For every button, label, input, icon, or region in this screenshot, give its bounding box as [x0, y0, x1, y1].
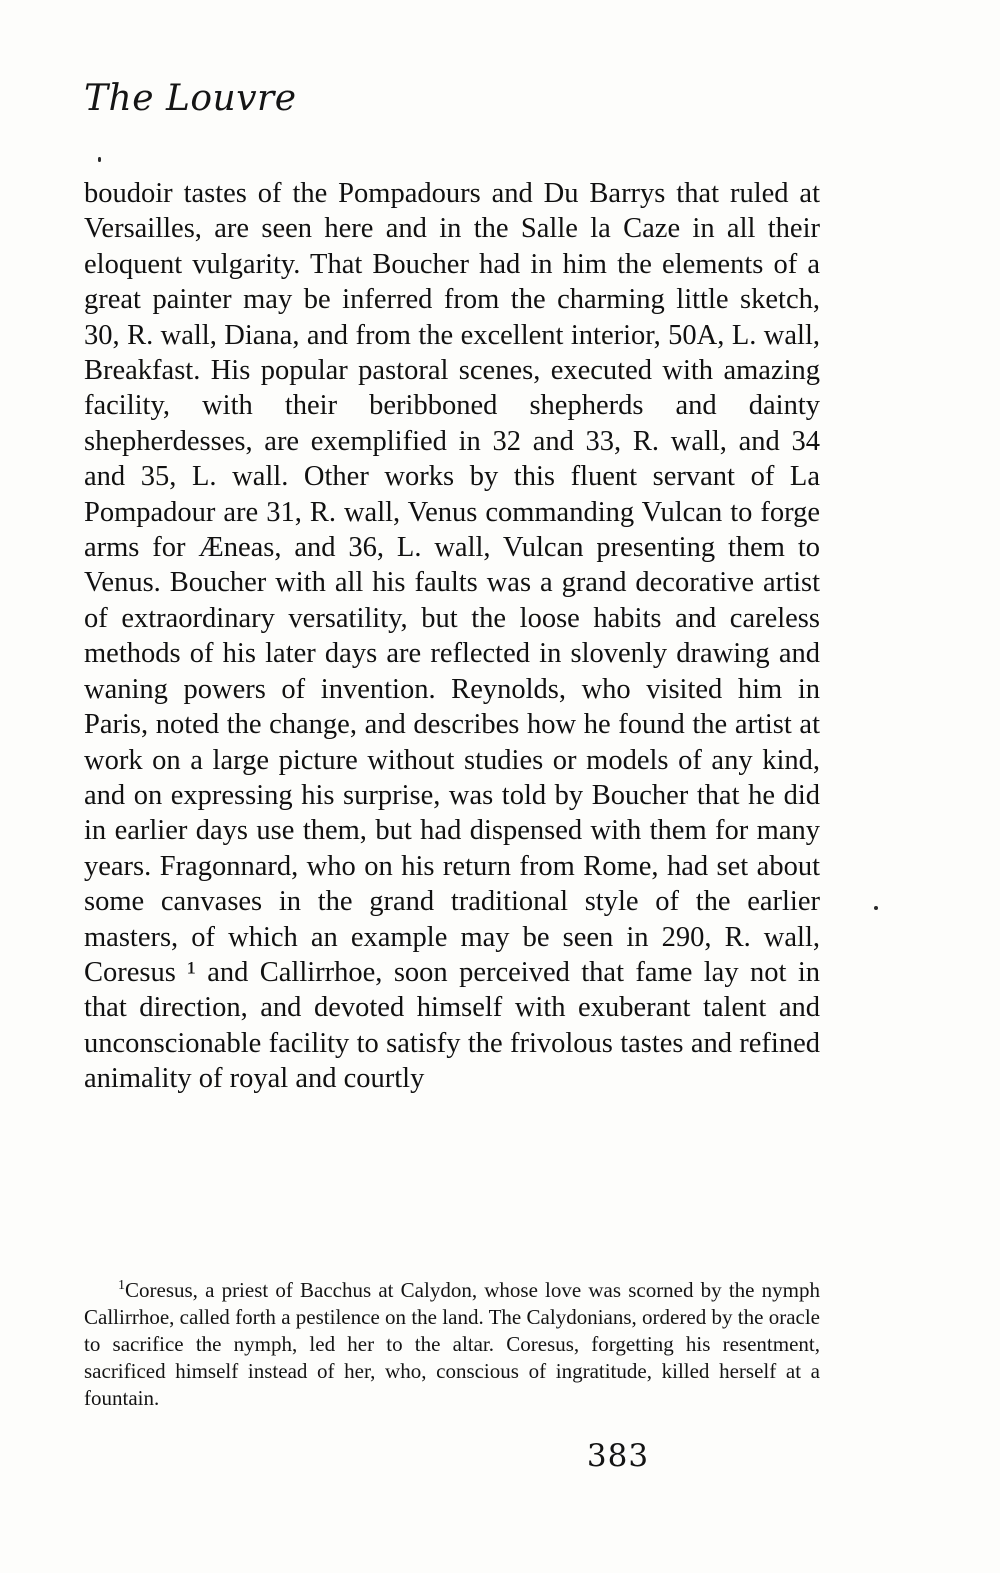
footnote-block — [84, 1272, 820, 1412]
body-text-block — [84, 176, 820, 1097]
body-paragraph: boudoir tastes of the Pompadours and Du Barrys that ruled at Versailles, are seen here and in the Salle la Caze in all their eloquent vulgarity. That Boucher had in him the elements of a great painter may be inferred from the charming little sketch, 30, R. wall, Diana, and from the excellent interior, 50A, L. wall, Breakfast. His popular pastoral scenes, executed with amazing facility, with their beribboned shepherds and dainty shepherdesses, are exemplified in 32 and 33, R. wall, and 34 and 35, L. wall. Other works by this fluent servant of La Pompadour are 31, R. wall, Venus commanding Vulcan to forge arms for Æneas, and 36, L. wall, Vulcan presenting them to Venus. Boucher with all his faults was a grand decorative artist of extraordinary versatility, but the loose habits and careless methods of his later days are reflected in slovenly drawing and waning powers of invention. Reynolds, who visited him in Paris, noted the change, and describes how he found the artist at work on a large picture without studies or models of any kind, and on expressing his surprise, was told by Boucher that he did in earlier days use them, but had dispensed with them for many years. Fragonnard, who on his return from Rome, had set about some canvases in the grand traditional style of the earlier masters, of which an example may be seen in 290, R. wall, Coresus ¹ and Callirrhoe, soon perceived that fame lay not in that direction, and devoted himself with exuberant talent and unconscionable facility to satisfy the frivolous tastes and refined animality of royal and courtly — [84, 178, 820, 1095]
footnote-text: Coresus, a priest of Bacchus at Calydon, whose love was scorned by the nymph Callirrhoe, called forth a pestilence on the land. The Calydonians, ordered by the oracle to sacrifice the nymph, led her to the altar. Coresus, forgetting his resentment, sacrificed himself instead of her, who, conscious of ingratitude, killed herself at a fountain. — [84, 1278, 820, 1410]
ink-speck — [98, 157, 101, 162]
running-head: The Louvre — [84, 78, 297, 119]
page-number-value: 383 — [586, 1438, 650, 1474]
footnote-marker: 1 — [118, 1278, 125, 1293]
ink-speck — [874, 906, 878, 910]
page-number — [0, 1438, 1000, 1474]
